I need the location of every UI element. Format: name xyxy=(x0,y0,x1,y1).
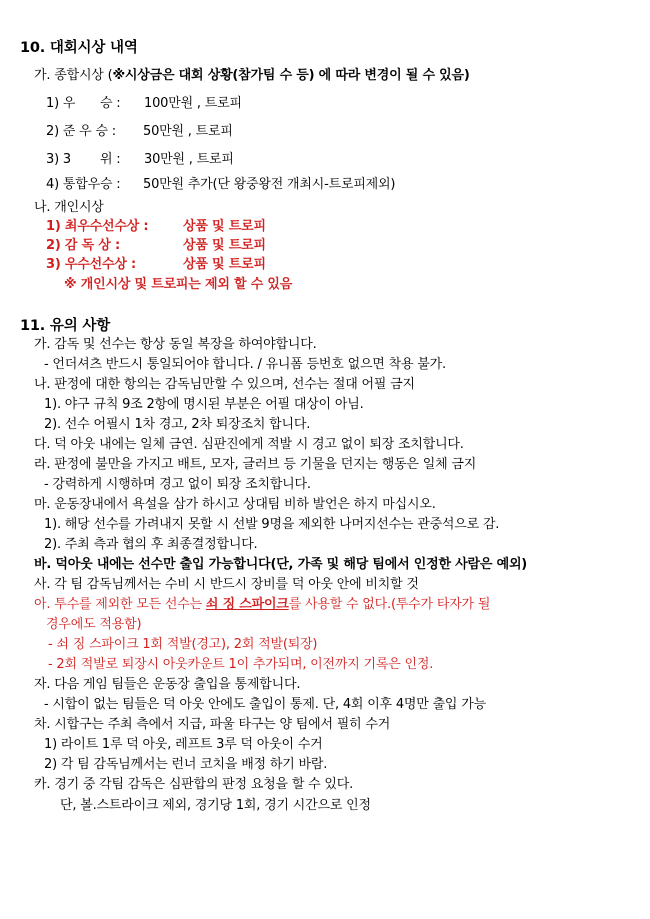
rule-ra: 라. 판정에 불만을 가지고 배트, 모자, 글러브 등 기물을 던지는 행동은 일체 금지 xyxy=(34,457,477,472)
rule-ra-sub: - 강력하게 시행하며 경고 없이 퇴장 조치합니다. xyxy=(44,477,311,492)
individual-award-excellent-prize: 상품 및 트로피 xyxy=(183,257,266,272)
rule-ma-sub2: 2). 주최 측과 협의 후 최종결정합니다. xyxy=(44,537,258,552)
rule-ga-sub: - 언더셔츠 반드시 통일되어야 합니다. / 유니폼 등번호 없으면 착용 불가. xyxy=(44,357,446,372)
individual-award-excellent xyxy=(46,256,266,274)
overall-award-note: ※시상금은 대회 상황(참가팀 수 등) 에 따라 변경이 될 수 있음) xyxy=(112,68,470,83)
award-first-rank: 승 : xyxy=(100,96,121,111)
rule-cha-sub1: 1) 라이트 1루 덕 아웃, 레프트 3루 덕 아웃이 수거 xyxy=(44,737,323,752)
award-first-prize: 100만원 , 트로피 xyxy=(144,96,242,111)
rule-cha: 차. 시합구는 주최 측에서 지급, 파울 타구는 양 팀에서 필히 수거 xyxy=(34,717,391,732)
individual-award-note: ※ 개인시상 및 트로피는 제외 할 수 있음 xyxy=(64,277,293,292)
overall-award-line xyxy=(34,67,470,85)
rule-ga: 가. 감독 및 선수는 항상 동일 복장을 하여야합니다. xyxy=(34,337,317,352)
award-second xyxy=(46,123,233,141)
rule-cha-sub2: 2) 각 팀 감독님께서는 런너 코치을 배정 하기 바람. xyxy=(44,757,328,772)
award-combined-num: 4) 통합우승 : xyxy=(46,177,121,192)
rule-na: 나. 판정에 대한 항의는 감독님만할 수 있으며, 선수는 절대 어필 금지 xyxy=(34,377,415,392)
individual-award-label: 나. 개인시상 xyxy=(34,200,104,215)
overall-award-label: 가. 종합시상 ( xyxy=(34,68,113,83)
rule-ba: 바. 덕아웃 내에는 선수만 출입 가능합니다(단, 가족 및 해당 팀에서 인정한 사람은 예외) xyxy=(34,557,528,572)
rule-ja: 자. 다음 게임 팀들은 운동장 출입을 통제합니다. xyxy=(34,677,301,692)
individual-award-manager-name: 2) 감 독 상 : xyxy=(46,238,120,253)
rule-a-spike-cont: 경우에도 적용함) xyxy=(46,617,142,632)
individual-award-mvp xyxy=(46,218,266,236)
rule-a-spike-emphasis: 쇠 징 스파이크 xyxy=(205,597,289,612)
rule-a-spike xyxy=(34,596,490,614)
rule-a-spike-suffix: 를 사용할 수 없다.(투수가 타자가 될 xyxy=(288,597,491,612)
award-second-num: 2) 준 우 승 : xyxy=(46,124,116,139)
award-combined xyxy=(46,176,395,194)
rule-a-spike-sub2: - 2회 적발로 퇴장시 아웃카운트 1이 추가되며, 이전까지 기록은 인정. xyxy=(48,657,434,672)
rule-ka: 카. 경기 중 각팀 감독은 심판합의 판정 요청을 할 수 있다. xyxy=(34,777,354,792)
rule-sa: 사. 각 팀 감독님께서는 수비 시 반드시 장비를 덕 아웃 안에 비치할 것 xyxy=(34,577,419,592)
award-third-num: 3) 3 xyxy=(46,152,71,167)
award-combined-prize: 50만원 추가(단 왕중왕전 개최시-트로피제외) xyxy=(143,177,396,192)
award-third-rank: 위 : xyxy=(100,152,121,167)
award-first-num: 1) 우 xyxy=(46,96,76,111)
rule-ma-sub1: 1). 해당 선수를 가려내지 못할 시 선발 9명을 제외한 나머지선수는 관중석으로 감. xyxy=(44,517,500,532)
rule-ka-sub: 단, 볼.스트라이크 제외, 경기당 1회, 경기 시간으로 인정 xyxy=(60,798,371,813)
rule-na-sub1: 1). 야구 규칙 9조 2항에 명시된 부분은 어필 대상이 아님. xyxy=(44,397,364,412)
rule-a-spike-sub1: - 쇠 징 스파이크 1회 적발(경고), 2회 적발(퇴장) xyxy=(48,637,318,652)
rule-ja-sub: - 시합이 없는 팀들은 덕 아웃 안에도 출입이 통제. 단, 4회 이후 4명만 출입 가능 xyxy=(44,697,486,712)
rule-ma: 마. 운동장내에서 욕설을 삼가 하시고 상대팀 비하 발언은 하지 마십시오. xyxy=(34,497,436,512)
section-11-title: 11. 유의 사항 xyxy=(20,318,111,334)
section-10-title: 10. 대회시상 내역 xyxy=(20,40,138,56)
rule-da: 다. 덕 아웃 내에는 일체 금연. 심판진에게 적발 시 경고 없이 퇴장 조치합니다. xyxy=(34,437,464,452)
award-second-prize: 50만원 , 트로피 xyxy=(143,124,233,139)
individual-award-excellent-name: 3) 우수선수상 : xyxy=(46,257,137,272)
award-third-prize: 30만원 , 트로피 xyxy=(144,152,234,167)
individual-award-manager-prize: 상품 및 트로피 xyxy=(183,238,266,253)
individual-award-manager xyxy=(46,237,266,255)
rule-na-sub2: 2). 선수 어필시 1차 경고, 2차 퇴장조치 합니다. xyxy=(44,417,311,432)
award-third xyxy=(46,151,234,169)
award-first xyxy=(46,95,242,113)
individual-award-mvp-prize: 상품 및 트로피 xyxy=(183,219,266,234)
rule-a-spike-prefix: 아. 투수를 제외한 모든 선수는 xyxy=(34,597,202,612)
individual-award-mvp-name: 1) 최우수선수상 : xyxy=(46,219,149,234)
